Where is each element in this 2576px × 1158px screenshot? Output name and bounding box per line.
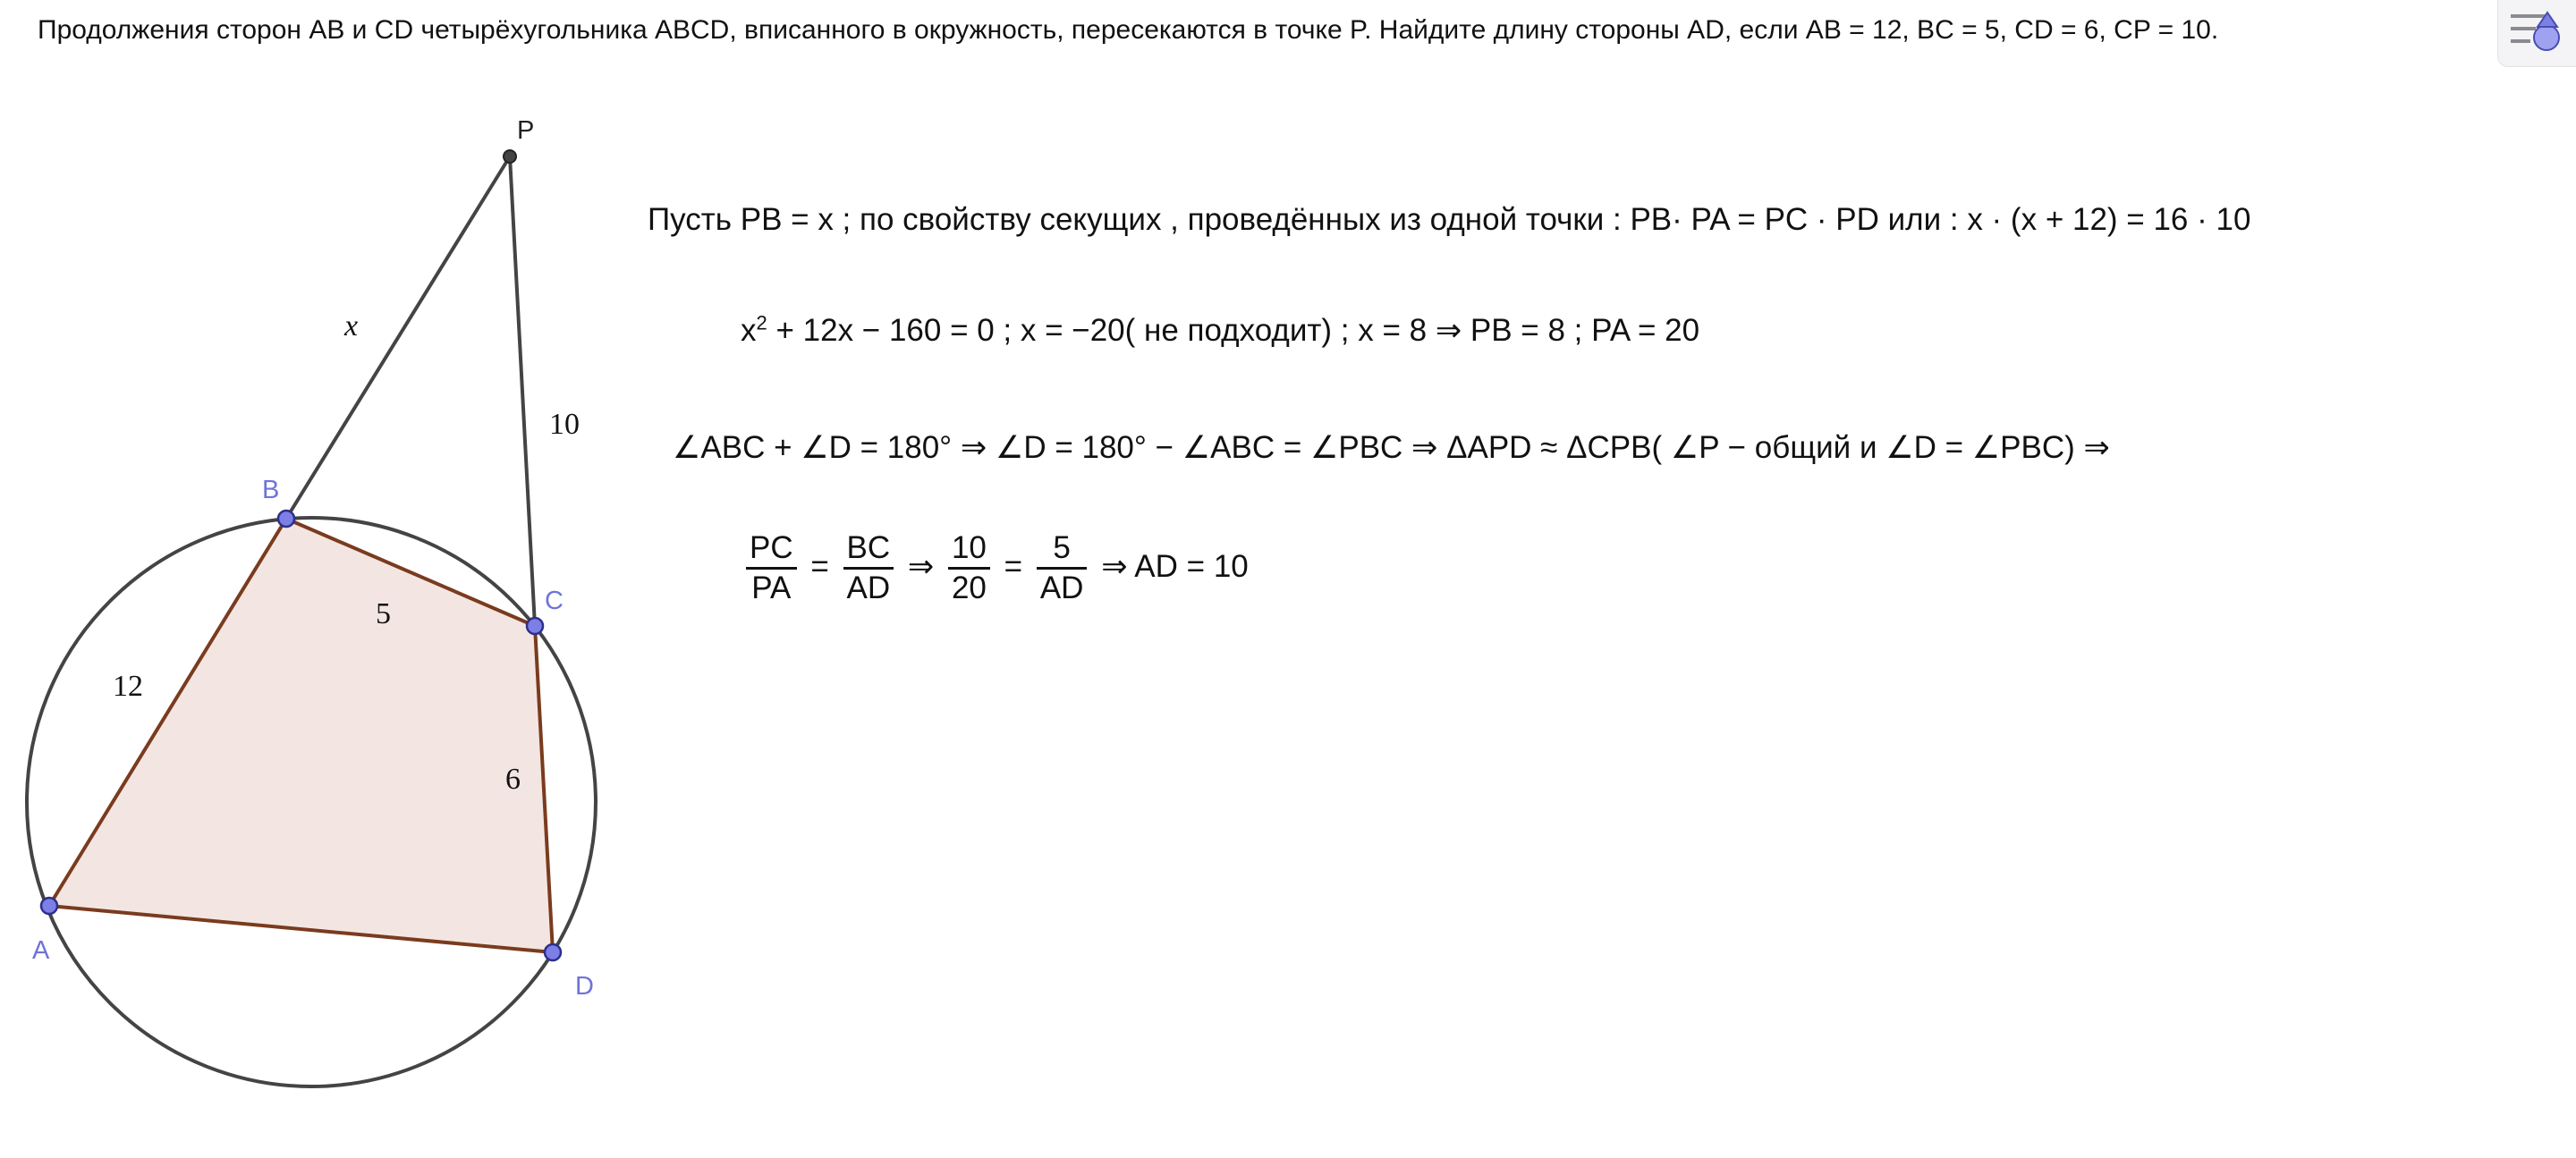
label-a: A	[32, 936, 50, 965]
solution-line-2-var: x	[741, 313, 757, 348]
solution-line-4	[741, 529, 1249, 607]
solution-line-3: ∠ABC + ∠D = 180° ⇒ ∠D = 180° − ∠ABC = ∠PBC ⇒ ΔAPD ≈ ΔCPB( ∠P − общий и ∠D = ∠PBC) ⇒	[673, 430, 2110, 465]
equals-sign-1: =	[810, 548, 829, 584]
secant-pb	[286, 156, 510, 519]
label-x: x	[344, 309, 359, 342]
point-b[interactable]	[278, 511, 294, 527]
solution-line-2-exponent: 2	[756, 311, 767, 334]
label-5: 5	[376, 597, 391, 630]
label-b: B	[262, 476, 280, 504]
equals-sign-2: =	[1004, 548, 1023, 584]
label-10: 10	[549, 408, 580, 441]
label-p: P	[517, 116, 535, 145]
quadrilateral-fill	[49, 519, 553, 952]
point-a[interactable]	[41, 898, 57, 914]
implies-sign-1: ⇒	[907, 548, 935, 584]
secant-pc	[510, 156, 535, 626]
label-6: 6	[505, 763, 521, 796]
solution-line-1: Пусть PB = x ; по свойству секущих , проведённых из одной точки : PB· PA = PC · PD или : x · (x + 12) = 16 · 10	[648, 202, 2251, 237]
solution-line-2-rest: + 12x − 160 = 0 ; x = −20( не подходит) ; x = 8 ⇒ PB = 8 ; PA = 20	[767, 313, 1700, 348]
problem-statement: Продолжения сторон AB и CD четырёхугольника ABCD, вписанного в окружность, пересекаются в точке P. Найдите длину стороны AD, если AB = 12, BC = 5, CD = 6, CP = 10.	[38, 15, 2219, 45]
menu-icon	[2498, 0, 2576, 66]
fraction-bc-ad: $\frac{BC}{AD}$	[843, 529, 894, 607]
point-p[interactable]	[504, 150, 516, 163]
fraction-5-ad: $\frac{5}{AD}$	[1037, 529, 1088, 607]
result-ad: ⇒ AD = 10	[1101, 548, 1249, 584]
label-c: C	[545, 587, 564, 615]
fraction-pc-pa: $\frac{PC}{PA}$	[746, 529, 797, 607]
fraction-10-20: $\frac{10}{20}$	[948, 529, 990, 607]
point-c[interactable]	[527, 618, 543, 634]
label-d: D	[575, 972, 594, 1001]
point-d[interactable]	[545, 944, 561, 960]
geometry-diagram	[0, 0, 626, 1158]
label-12: 12	[113, 670, 143, 703]
solution-line-2	[741, 311, 1699, 351]
menu-button[interactable]	[2497, 0, 2576, 67]
